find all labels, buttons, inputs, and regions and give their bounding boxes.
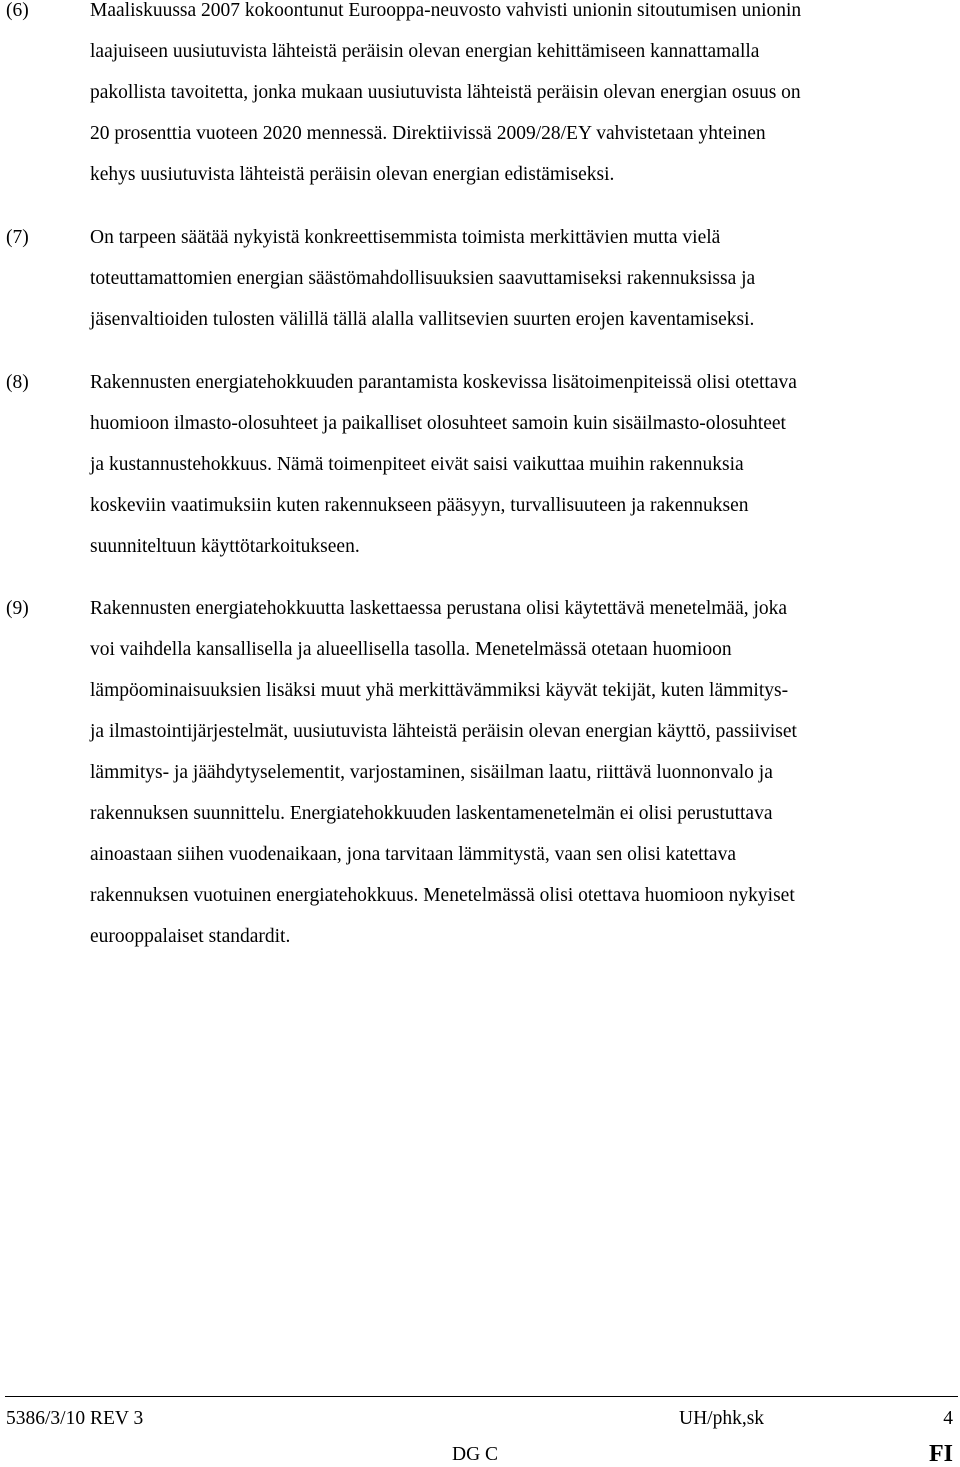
paragraph-number: (6) [6, 0, 29, 21]
text-line: On tarpeen säätää nykyistä konkreettisemmista toimista merkittävien mutta vielä [90, 227, 721, 248]
text-line: huomioon ilmasto-olosuhteet ja paikalliset olosuhteet samoin kuin sisäilmasto-olosuhteet [90, 413, 786, 434]
paragraph-number: (7) [6, 227, 29, 248]
text-line: suunniteltuun käyttötarkoitukseen. [90, 536, 360, 557]
text-line: eurooppalaiset standardit. [90, 926, 291, 947]
text-line: 20 prosenttia vuoteen 2020 mennessä. Direktiivissä 2009/28/EY vahvistetaan yhteinen [90, 123, 766, 144]
text-line: pakollista tavoitetta, jonka mukaan uusiutuvista lähteistä peräisin olevan energian osuus on [90, 82, 801, 103]
document-reference: 5386/3/10 REV 3 [6, 1408, 144, 1429]
text-line: kehys uusiutuvista lähteistä peräisin olevan energian edistämiseksi. [90, 164, 615, 185]
paragraph-text [90, 0, 956, 195]
text-line: ja ilmastointijärjestelmät, uusiutuvista lähteistä peräisin olevan energian käyttö, passiiviset [90, 721, 797, 742]
text-line: Rakennusten energiatehokkuutta laskettaessa perustana olisi käytettävä menetelmää, joka [90, 598, 788, 619]
paragraph-number: (9) [6, 598, 29, 619]
footer-divider [5, 1396, 958, 1397]
text-line: rakennuksen vuotuinen energiatehokkuus. Menetelmässä olisi otettava huomioon nykyiset [90, 885, 795, 906]
paragraph-text [90, 362, 956, 567]
text-line: Rakennusten energiatehokkuuden parantamista koskevissa lisätoimenpiteissä olisi otettava [90, 372, 797, 393]
text-line: toteuttamattomien energian säästömahdollisuuksien saavuttamiseksi rakennuksissa ja [90, 268, 756, 289]
text-line: lämmitys- ja jäähdytyselementit, varjostaminen, sisäilman laatu, riittävä luonnonvalo ja [90, 762, 773, 783]
text-line: koskeviin vaatimuksiin kuten rakennukseen pääsyyn, turvallisuuteen ja rakennuksen [90, 495, 749, 516]
text-line: ainoastaan siihen vuodenaikaan, jona tarvitaan lämmitystä, vaan sen olisi katettava [90, 844, 736, 865]
text-line: voi vaihdella kansallisella ja alueellisella tasolla. Menetelmässä otetaan huomioon [90, 639, 732, 660]
text-line: lämpöominaisuuksien lisäksi muut yhä merkittävämmiksi käyvät tekijät, kuten lämmitys- [90, 680, 789, 701]
text-line: Maaliskuussa 2007 kokoontunut Eurooppa-neuvosto vahvisti unionin sitoutumisen unionin [90, 0, 802, 21]
text-line: laajuiseen uusiutuvista lähteistä peräisin olevan energian kehittämiseen kannattamalla [90, 41, 760, 62]
paragraph-number: (8) [6, 372, 29, 393]
text-line: rakennuksen suunnittelu. Energiatehokkuuden laskentamenetelmän ei olisi perustuttava [90, 803, 773, 824]
page-number: 4 [943, 1408, 953, 1429]
directorate-general: DG C [452, 1444, 499, 1465]
author-initials: UH/phk,sk [679, 1408, 765, 1429]
text-line: jäsenvaltioiden tulosten välillä tällä alalla vallitsevien suurten erojen kaventamiseksi. [90, 309, 755, 330]
paragraph-text [90, 588, 956, 957]
language-code: FI [929, 1441, 953, 1467]
text-line: ja kustannustehokkuus. Nämä toimenpiteet eivät saisi vaikuttaa muihin rakennuksia [90, 454, 744, 475]
paragraph-text [90, 217, 956, 340]
